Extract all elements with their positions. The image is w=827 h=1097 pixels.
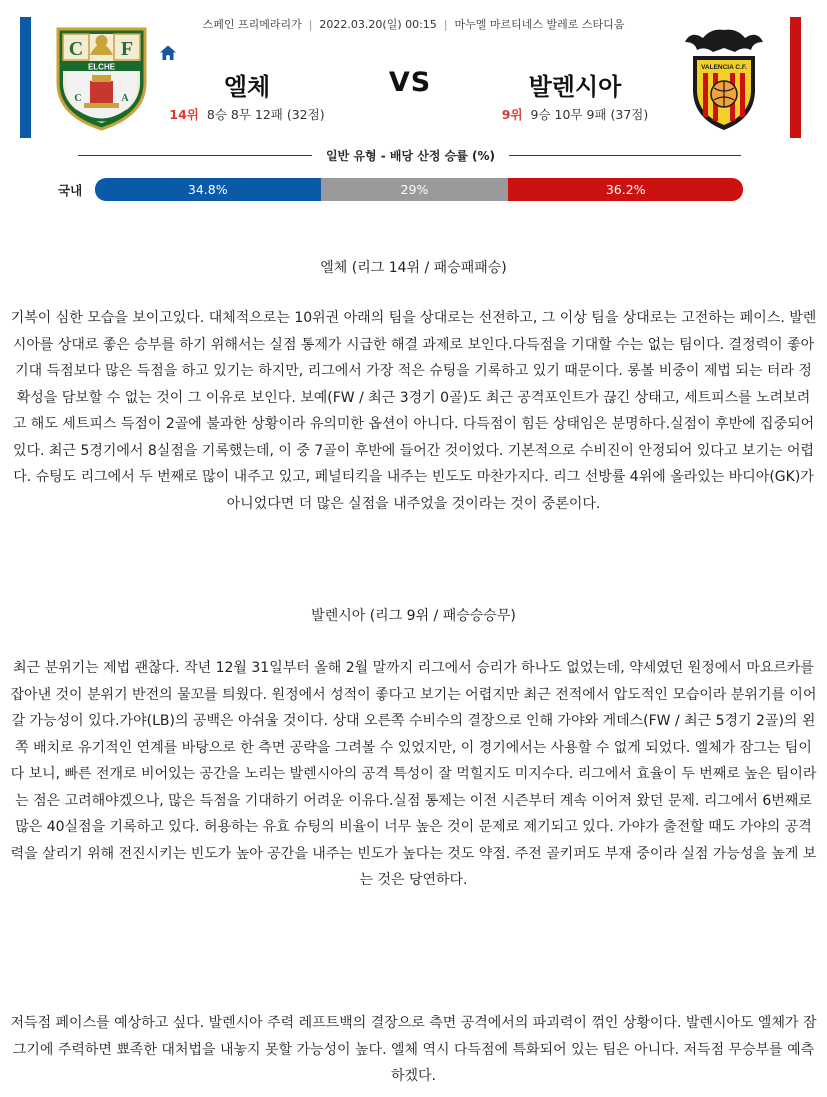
home-analysis-text: 기복이 심한 모습을 보이고있다. 대체적으로는 10위권 아래의 팀을 상대로는 선전하고, 그 이상 팀을 상대로는 고전하는 페이스. 발렌시아를 상대로 좋은 승부를 하기 위해서는 실점 통제가 시급한 해결 과제로 보인다.다득점을 기대할 수는 없는 팀이다. 결정력이 좋아 기대 득점보다 많은 득점을 하고 있기는 하지만, 리그에서 가장 적은 슈팅을 기록하고 있기 때문이다. 롱볼 비중이 제법 되는 터라 정확성을 담보할 수 없는 것이 그 이유로 보인다. 보예(FW / 최근 3경기 0골)도 최근 공격포인트가 끊긴 상태고, 세트피스를 노려보려고 해도 세트피스 득점이 2골에 불과한 상황이라 유의미한 옵션이 아니다. 다득점이 힘든 상태임은 분명하다.실점이 후반에 집중되어 있다. 최근 5경기에서 8실점을 기록했는데, 이 중 7골이 후반에 들어간 것이었다. 기본적으로 수비진이 안정되어 있다고 보기는 어렵다. 슈팅도 리그에서 두 번째로 많이 내주고 있고, 페널티킥을 내주는 빈도도 마찬가지다. 리그 선방률 4위에 올라있는 바디아(GK)가 아니었다면 더 많은 실점을 내주었을 것이라는 것이 중론이다.	[10, 310, 817, 512]
away-record	[445, 105, 705, 123]
odds-row-label: 국내	[58, 183, 83, 198]
home-record-text: 8승 8무 12패 (32점)	[206, 107, 325, 122]
match-datetime: 2022.03.20(일) 00:15	[319, 18, 437, 31]
svg-text:VALENCIA C.F.: VALENCIA C.F.	[701, 64, 747, 71]
home-record	[117, 105, 377, 123]
svg-text:F: F	[120, 38, 134, 60]
svg-text:C: C	[74, 93, 82, 104]
league-name: 스페인 프리메라리가	[202, 18, 302, 31]
home-win-pct: 34.8%	[95, 178, 321, 201]
home-color-bar	[20, 17, 31, 138]
away-analysis-heading: 발렌시아 (리그 9위 / 패승승승무)	[311, 608, 516, 624]
section-divider-right	[509, 155, 741, 156]
svg-text:A: A	[121, 93, 129, 104]
valencia-crest-icon	[683, 26, 765, 134]
away-record-text: 9승 10무 9패 (37점)	[530, 107, 649, 122]
svg-text:ELCHE: ELCHE	[87, 62, 116, 72]
away-rank: 9위	[501, 107, 523, 122]
match-meta: 스페인 프리메라리가 | 2022.03.20(일) 00:15 | 마누엘 마르티네스 발레로 스타디움	[202, 18, 625, 31]
away-team-name[interactable]: 발렌시아	[528, 73, 622, 101]
away-win-pct: 36.2%	[508, 178, 743, 201]
home-analysis-heading: 엘체 (리그 14위 / 패승패패승)	[320, 260, 507, 276]
vs-label: VS	[388, 67, 432, 98]
odds-bar	[95, 178, 743, 201]
home-team-name[interactable]: 엘체	[223, 73, 271, 101]
away-analysis-text: 최근 분위기는 제법 괜찮다. 작년 12월 31일부터 올해 2월 말까지 리그에서 승리가 하나도 없었는데, 약세였던 원정에서 마요르카를 잡아낸 것이 분위기 반전의 물꼬를 틔웠다. 원정에서 성적이 좋다고 보기는 어렵지만 최근 전적에서 압도적인 모습이라 분위기를 이어갈 가능성이 있다.가야(LB)의 공백은 아쉬울 것이다. 상대 오른쪽 수비수의 결장으로 인해 가야와 게데스(FW / 최근 5경기 2골)의 왼쪽 배치로 유기적인 연계를 바탕으로 한 측면 공략을 그려볼 수 있었지만, 이 경기에서는 사용할 수 없게 되었다. 엘체가 잠그는 팀이다 보니, 빠른 전개로 비어있는 공간을 노리는 발렌시아의 공격 특성이 잘 먹힐지도 미지수다. 리그에서 효율이 두 번째로 높은 팀이라는 점은 고려해야겠으나, 많은 득점을 기대하기 어려운 이유다.실점 통제는 이전 시즌부터 계속 이어져 왔던 문제. 리그에서 6번째로 많은 40실점을 기록하고 있다. 허용하는 유효 슈팅의 비율이 너무 높은 것이 문제로 제기되고 있다. 가야가 출전할 때도 가야의 공격력을 살리기 위해 전진시키는 빈도가 높아 공간을 내주는 빈도가 높다는 것도 약점. 주전 골키퍼도 부재 중이라 실점 가능성을 높게 보는 것은 당연하다.	[10, 660, 817, 888]
venue-name: 마누엘 마르티네스 발레로 스타디움	[454, 18, 625, 31]
section-divider-left	[78, 155, 312, 156]
away-color-bar	[790, 17, 801, 138]
home-icon[interactable]	[159, 44, 177, 62]
conclusion-text: 저득점 페이스를 예상하고 싶다. 발렌시아 주력 레프트백의 결장으로 측면 공격에서의 파괴력이 꺾인 상황이다. 발렌시아도 엘체가 잠그기에 주력하면 뾰족한 대처법을 내놓지 못할 가능성이 높다. 엘체 역시 다득점에 특화되어 있는 팀은 아니다. 저득점 무승부를 예측하겠다.	[10, 1015, 817, 1084]
draw-pct: 29%	[321, 178, 509, 201]
home-rank: 14위	[169, 107, 199, 122]
svg-text:C: C	[68, 38, 84, 60]
odds-section-title: 일반 유형 - 배당 산정 승률 (%)	[326, 149, 495, 163]
